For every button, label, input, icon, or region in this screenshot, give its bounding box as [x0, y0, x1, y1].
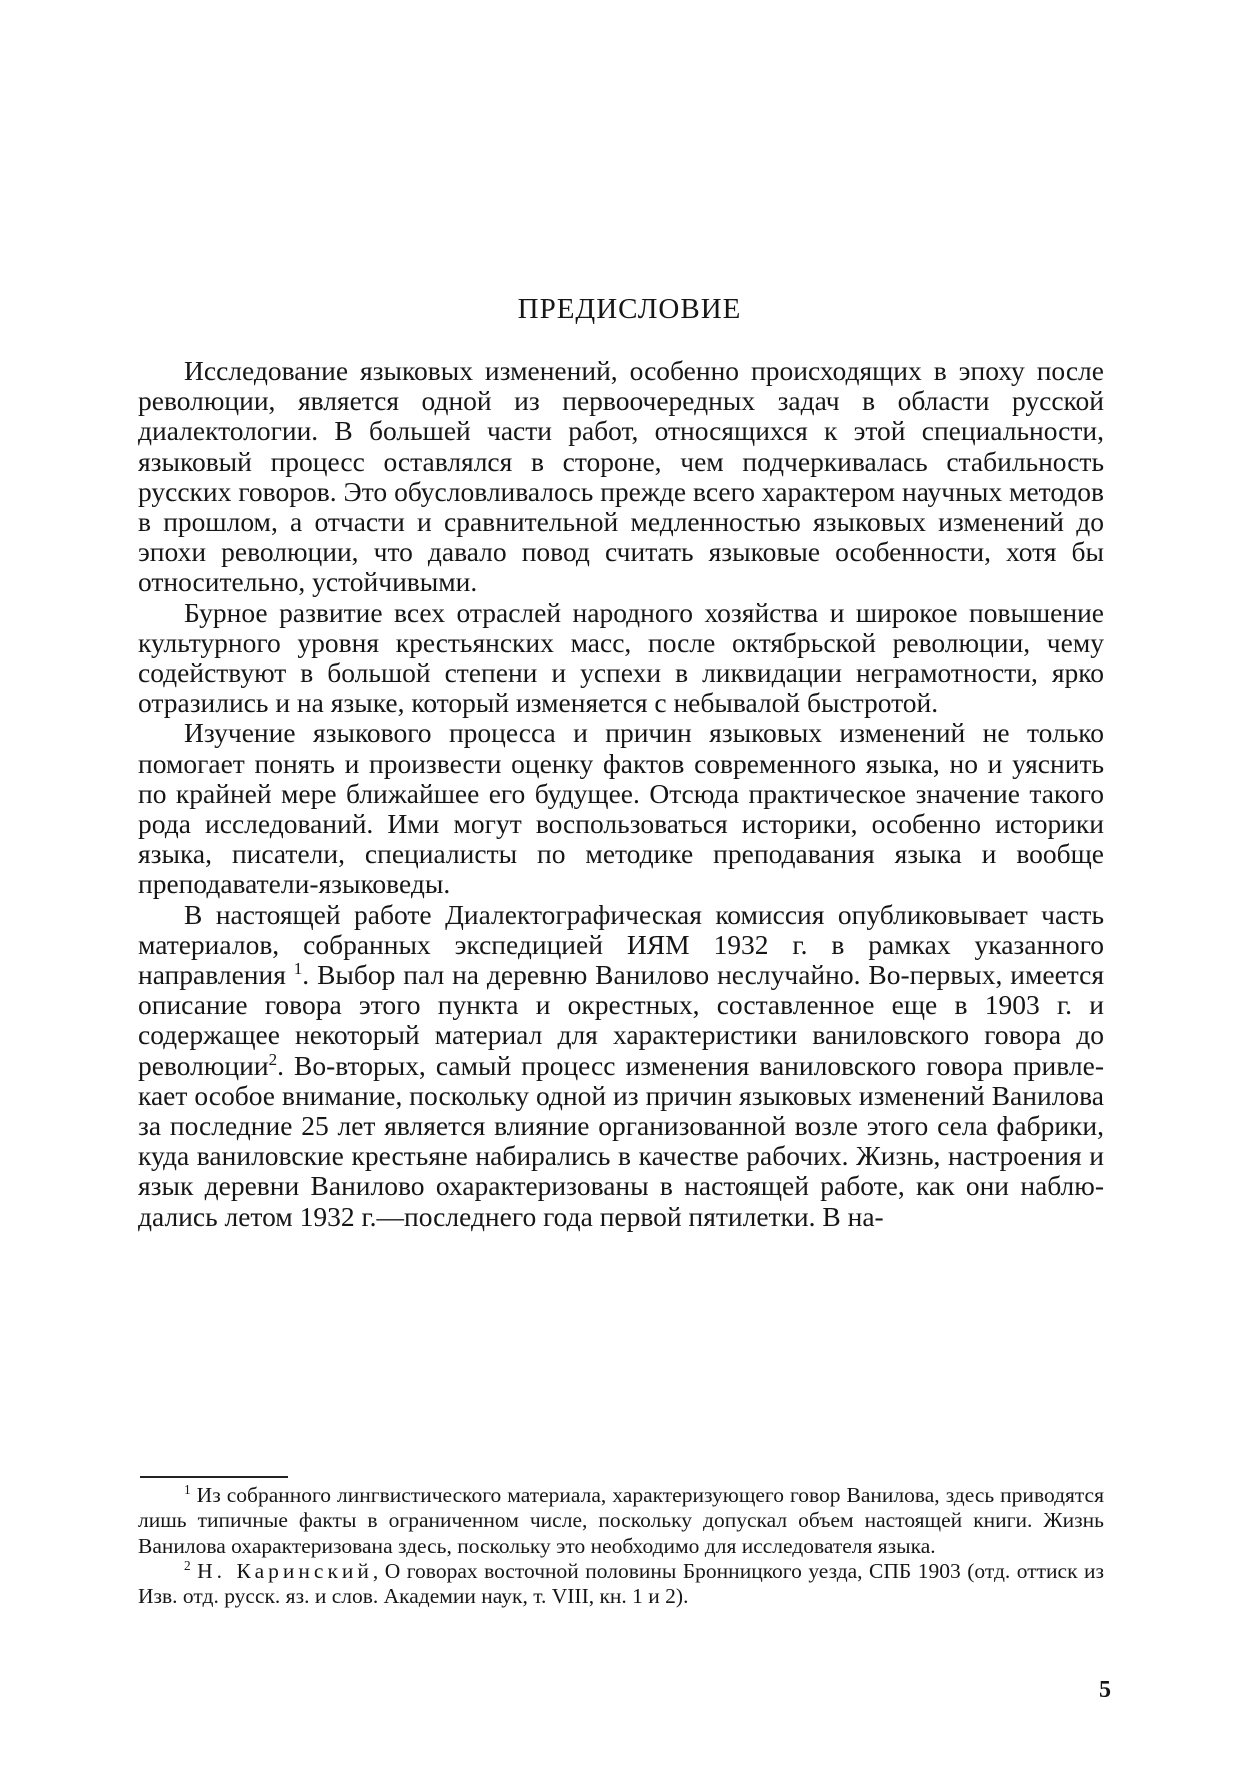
- page-title: ПРЕДИСЛОВИЕ: [517, 293, 742, 325]
- paragraph-3: Изучение языкового процесса и причин языковых изменений не только помогает понять и произвести оценку фактов современного языка, но и уяснить по крайней мере ближайшее его будущее. Отсюда практическое значение такого рода исследований. Ими могут воспользоваться историки, особенно историки языка, писатели, специалисты по методике преподавания языка и вообще преподаватели-языковеды.: [138, 717, 1104, 900]
- paragraph-1: Исследование языковых изменений, особенно происходящих в эпоху после революции, является одной из первоочередных задач в области русской диалектологии. В большей части работ, относящихся к этой специальности, языковый процесс оставлялся в стороне, чем подчеркивалась стабильность русских говоров. Это обусловливалось прежде всего характером научных методов в прошлом, а отчасти и сравнительной медленностью языковых изменений до эпохи революции, что давало повод считать языковые особенности, хотя бы относительно, устойчивыми.: [138, 355, 1104, 598]
- footnote-2: [138, 1559, 1104, 1610]
- paragraph-4-part-2: . Выбор пал на деревню Ванилово неслучайно. Во-первых, имеется описание говора этого пункта и окрестных, составленное еще в 1903 г. и содержащее некоторый материал для характеристики ваниловского говора до революции: [138, 959, 1105, 1081]
- paragraph-4: [138, 900, 1104, 1232]
- footnote-2-text: , О говорах восточной половины Бронницкого уезда, СПБ 1903 (отд. оттиск из Изв. отд. русск. яз. и слов. Академии наук, т. VIII, кн. 1 и 2).: [138, 1558, 1104, 1609]
- paragraph-4-part-3: . Во-вторых, самый процесс изменения ваниловского говора привлекает особое внимание, поскольку одной из причин языковых изменений Ванилова за последние 25 лет является влияние организованной возле этого села фабрики, куда ваниловские крестьяне набирались в качестве рабочих. Жизнь, настроения и язык деревни Ванилово охарактеризованы в настоящей работе, как они наблюдались летом 1932 г.—последнего года первой пятилетки. В на-: [138, 1049, 1104, 1232]
- paragraph-2: Бурное развитие всех отраслей народного хозяйства и широкое повышение культурного уровня крестьянских масс, после октябрьской революции, чему содействуют в большой степени и успехи в ликвидации неграмотности, ярко отразились и на языке, который изменяется с небывалой быстротой.: [138, 596, 1104, 719]
- footnote-ref-2: 2: [268, 1049, 278, 1069]
- footnote-marker-2: 2: [184, 1557, 191, 1573]
- footnote-divider: [140, 1476, 288, 1478]
- footnote-marker-1: 1: [184, 1481, 191, 1497]
- paragraph-4-part-1: В настоящей работе Диалектографическая комиссия опубликовывает часть материалов, собранных экспедицией ИЯМ 1932 г. в рамках указанного направления: [138, 898, 1104, 991]
- footnotes: [138, 1483, 1104, 1609]
- main-text: [138, 356, 1104, 1232]
- page-number: 5: [1099, 1677, 1111, 1703]
- footnote-ref-1: 1: [293, 958, 303, 978]
- footnote-2-author: Н. Каринский: [197, 1558, 373, 1583]
- footnote-1-text: Из собранного лингвистического материала, характеризующего говор Ванилова, здесь приводятся лишь типичные факты в ограниченном числе, поскольку допускал объем настоящей книги. Жизнь Ванилова охарактеризована здесь, поскольку это необходимо для исследователя языка.: [138, 1483, 1104, 1558]
- footnote-1: [138, 1483, 1104, 1559]
